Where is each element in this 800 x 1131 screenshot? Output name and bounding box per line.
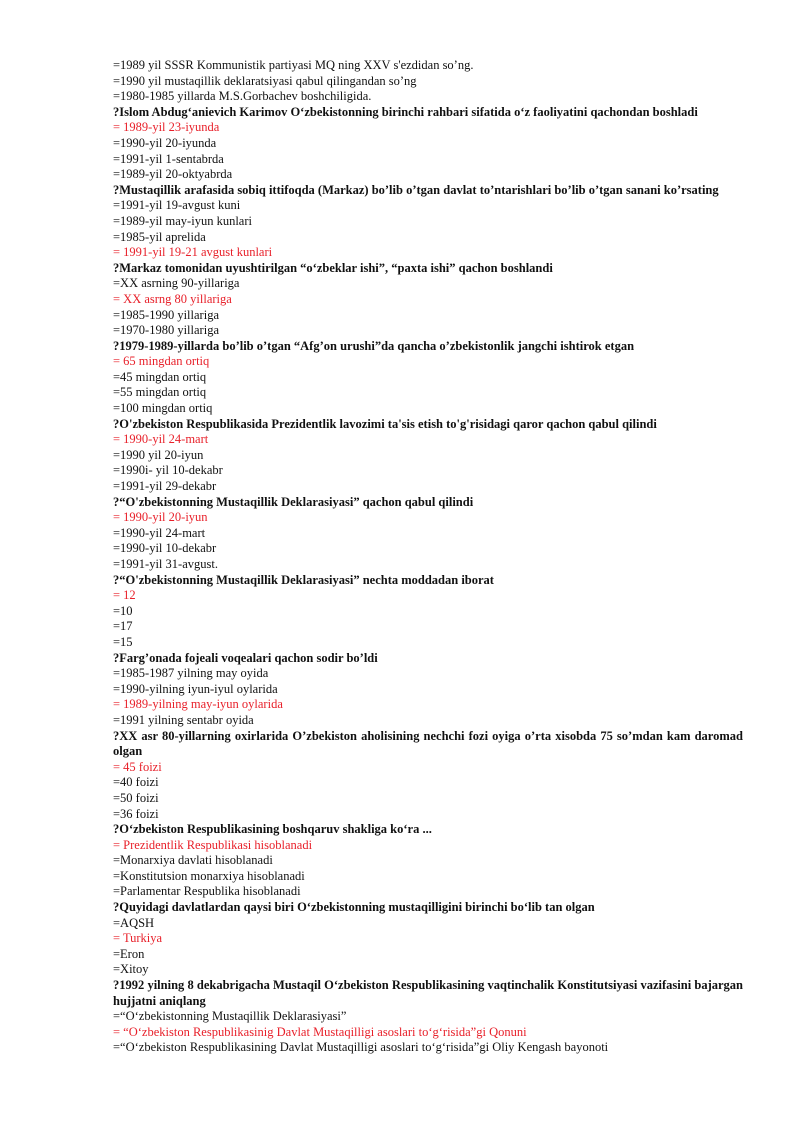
answer-option: =Monarxiya davlati hisoblanadi xyxy=(113,853,273,868)
answer-option: =1991-yil 31-avgust. xyxy=(113,557,218,571)
question-text: ?XX asr 80-yillarning oxirlarida O’zbekiston aholisining nechchi fozi oyiga o’rta xisobda 75 so’mdan kam daromad olgan xyxy=(113,728,743,759)
answer-option: =36 foizi xyxy=(113,806,159,821)
answer-option: =1991-yil 29-dekabr xyxy=(113,479,217,494)
answer-option: =1989-yil may-iyun kunlari xyxy=(113,213,252,228)
correct-answer: = 1990-yil 20-iyun xyxy=(113,510,208,525)
answer-option: =1990 yil mustaqillik deklaratsiyasi qabul qilingandan so’ng xyxy=(113,73,417,88)
answer-option: =50 foizi xyxy=(113,790,159,805)
answer-option: =1991 yilning sentabr oyida xyxy=(113,712,254,727)
answer-option: =1989-yil 20-oktyabrda xyxy=(113,167,233,182)
question-text: ?1992 yilning 8 dekabrigacha Mustaqil O‘zbekiston Respublikasining vaqtinchalik Konstitutsiyasi vazifasini bajargan hujjatni aniqlang xyxy=(113,978,743,1008)
question-text: ?Farg’onada fojeali voqealari qachon sodir bo’ldi xyxy=(113,650,378,665)
correct-answer: = Prezidentlik Respublikasi hisoblanadi xyxy=(113,837,313,852)
answer-option: =Parlamentar Respublika hisoblanadi xyxy=(113,884,301,899)
answer-option: =Konstitutsion monarxiya hisoblanadi xyxy=(113,868,305,883)
answer-option: =10 xyxy=(113,603,133,618)
correct-answer: = 1991-yil 19-21 avgust kunlari xyxy=(113,245,273,260)
answer-option: =100 mingdan ortiq xyxy=(113,401,213,416)
answer-option: =40 foizi xyxy=(113,775,159,790)
question-text: ?Mustaqillik arafasida sobiq ittifoqda (Markaz) bo’lib o’tgan davlat to’ntarishlari bo’lib o’tgan sanani ko’rsating xyxy=(113,182,719,197)
answer-option: =15 xyxy=(113,634,133,649)
correct-answer: = 1989-yil 23-iyunda xyxy=(113,120,220,135)
correct-answer: = Turkiya xyxy=(113,931,163,946)
question-text: ?Quyidagi davlatlardan qaysi biri O‘zbekistonning mustaqilligini birinchi bo‘lib tan olgan xyxy=(113,900,595,915)
answer-option: =1991-yil 19-avgust kuni xyxy=(113,198,241,213)
answer-option: =1980-1985 yillarda M.S.Gorbachev boshchiligida. xyxy=(113,89,372,104)
answer-option: =1991-yil 1-sentabrda xyxy=(113,151,224,166)
answer-option: =1985-1987 yilning may oyida xyxy=(113,666,269,681)
correct-answer: = 45 foizi xyxy=(113,759,162,774)
answer-option: =1990-yil 10-dekabr xyxy=(113,541,217,556)
answer-option: =Xitoy xyxy=(113,962,149,977)
correct-answer: = XX asrng 80 yillariga xyxy=(113,291,232,306)
answer-option: =1985-yil aprelida xyxy=(113,229,206,244)
question-text: ?“O'zbekistonning Mustaqillik Deklarasiyasi” nechta moddadan iborat xyxy=(113,572,494,587)
answer-option: =1970-1980 yillariga xyxy=(113,323,219,338)
question-text: ?O'zbekiston Respublikasida Prezidentlik lavozimi ta'sis etish to'g'risidagi qaror qachon qabul qilindi xyxy=(113,416,657,431)
answer-option: =17 xyxy=(113,619,133,634)
answer-option: =55 mingdan ortiq xyxy=(113,385,207,400)
question-text: ?“O'zbekistonning Mustaqillik Deklarasiyasi” qachon qabul qilindi xyxy=(113,494,474,509)
answer-option: =1990-yil 24-mart xyxy=(113,525,206,540)
answer-option: =1990i- yil 10-dekabr xyxy=(113,463,223,478)
answer-option: =1990 yil 20-iyun xyxy=(113,447,204,462)
answer-option: =1989 yil SSSR Kommunistik partiyasi MQ ning XXV s'ezdidan so’ng. xyxy=(113,58,474,72)
question-text: ?O‘zbekiston Respublikasining boshqaruv shakliga ko‘ra ... xyxy=(113,822,432,837)
document-page xyxy=(113,58,743,1056)
answer-option: =XX asrning 90-yillariga xyxy=(113,276,240,291)
question-text: ?Islom Abdug‘anievich Karimov O‘zbekistonning birinchi rahbari sifatida o‘z faoliyatini qachondan boshladi xyxy=(113,104,698,119)
answer-option: =“O‘zbekiston Respublikasining Davlat Mustaqilligi asoslari to‘g‘risida”gi Oliy Kengash bayonoti xyxy=(113,1040,609,1055)
answer-option: =“O‘zbekistonning Mustaqillik Deklarasiyasi” xyxy=(113,1009,347,1024)
correct-answer: = “O‘zbekiston Respublikasinig Davlat Mustaqilligi asoslari to‘g‘risida”gi Qonuni xyxy=(113,1024,527,1039)
correct-answer: = 12 xyxy=(113,588,136,603)
answer-option: =1990-yilning iyun-iyul oylarida xyxy=(113,681,278,696)
correct-answer: = 1990-yil 24-mart xyxy=(113,432,209,447)
answer-option: =45 mingdan ortiq xyxy=(113,369,207,384)
correct-answer: = 1989-yilning may-iyun oylarida xyxy=(113,697,283,712)
answer-option: =AQSH xyxy=(113,915,155,930)
answer-option: =1985-1990 yillariga xyxy=(113,307,219,322)
question-text: ?Markaz tomonidan uyushtirilgan “o‘zbeklar ishi”, “paxta ishi” qachon boshlandi xyxy=(113,260,553,275)
answer-option: =1990-yil 20-iyunda xyxy=(113,135,217,150)
question-text: ?1979-1989-yillarda bo’lib o’tgan “Afg’on urushi”da qancha o’zbekistonlik jangchi ishtirok etgan xyxy=(113,338,635,353)
correct-answer: = 65 mingdan ortiq xyxy=(113,354,210,369)
answer-option: =Eron xyxy=(113,946,145,961)
